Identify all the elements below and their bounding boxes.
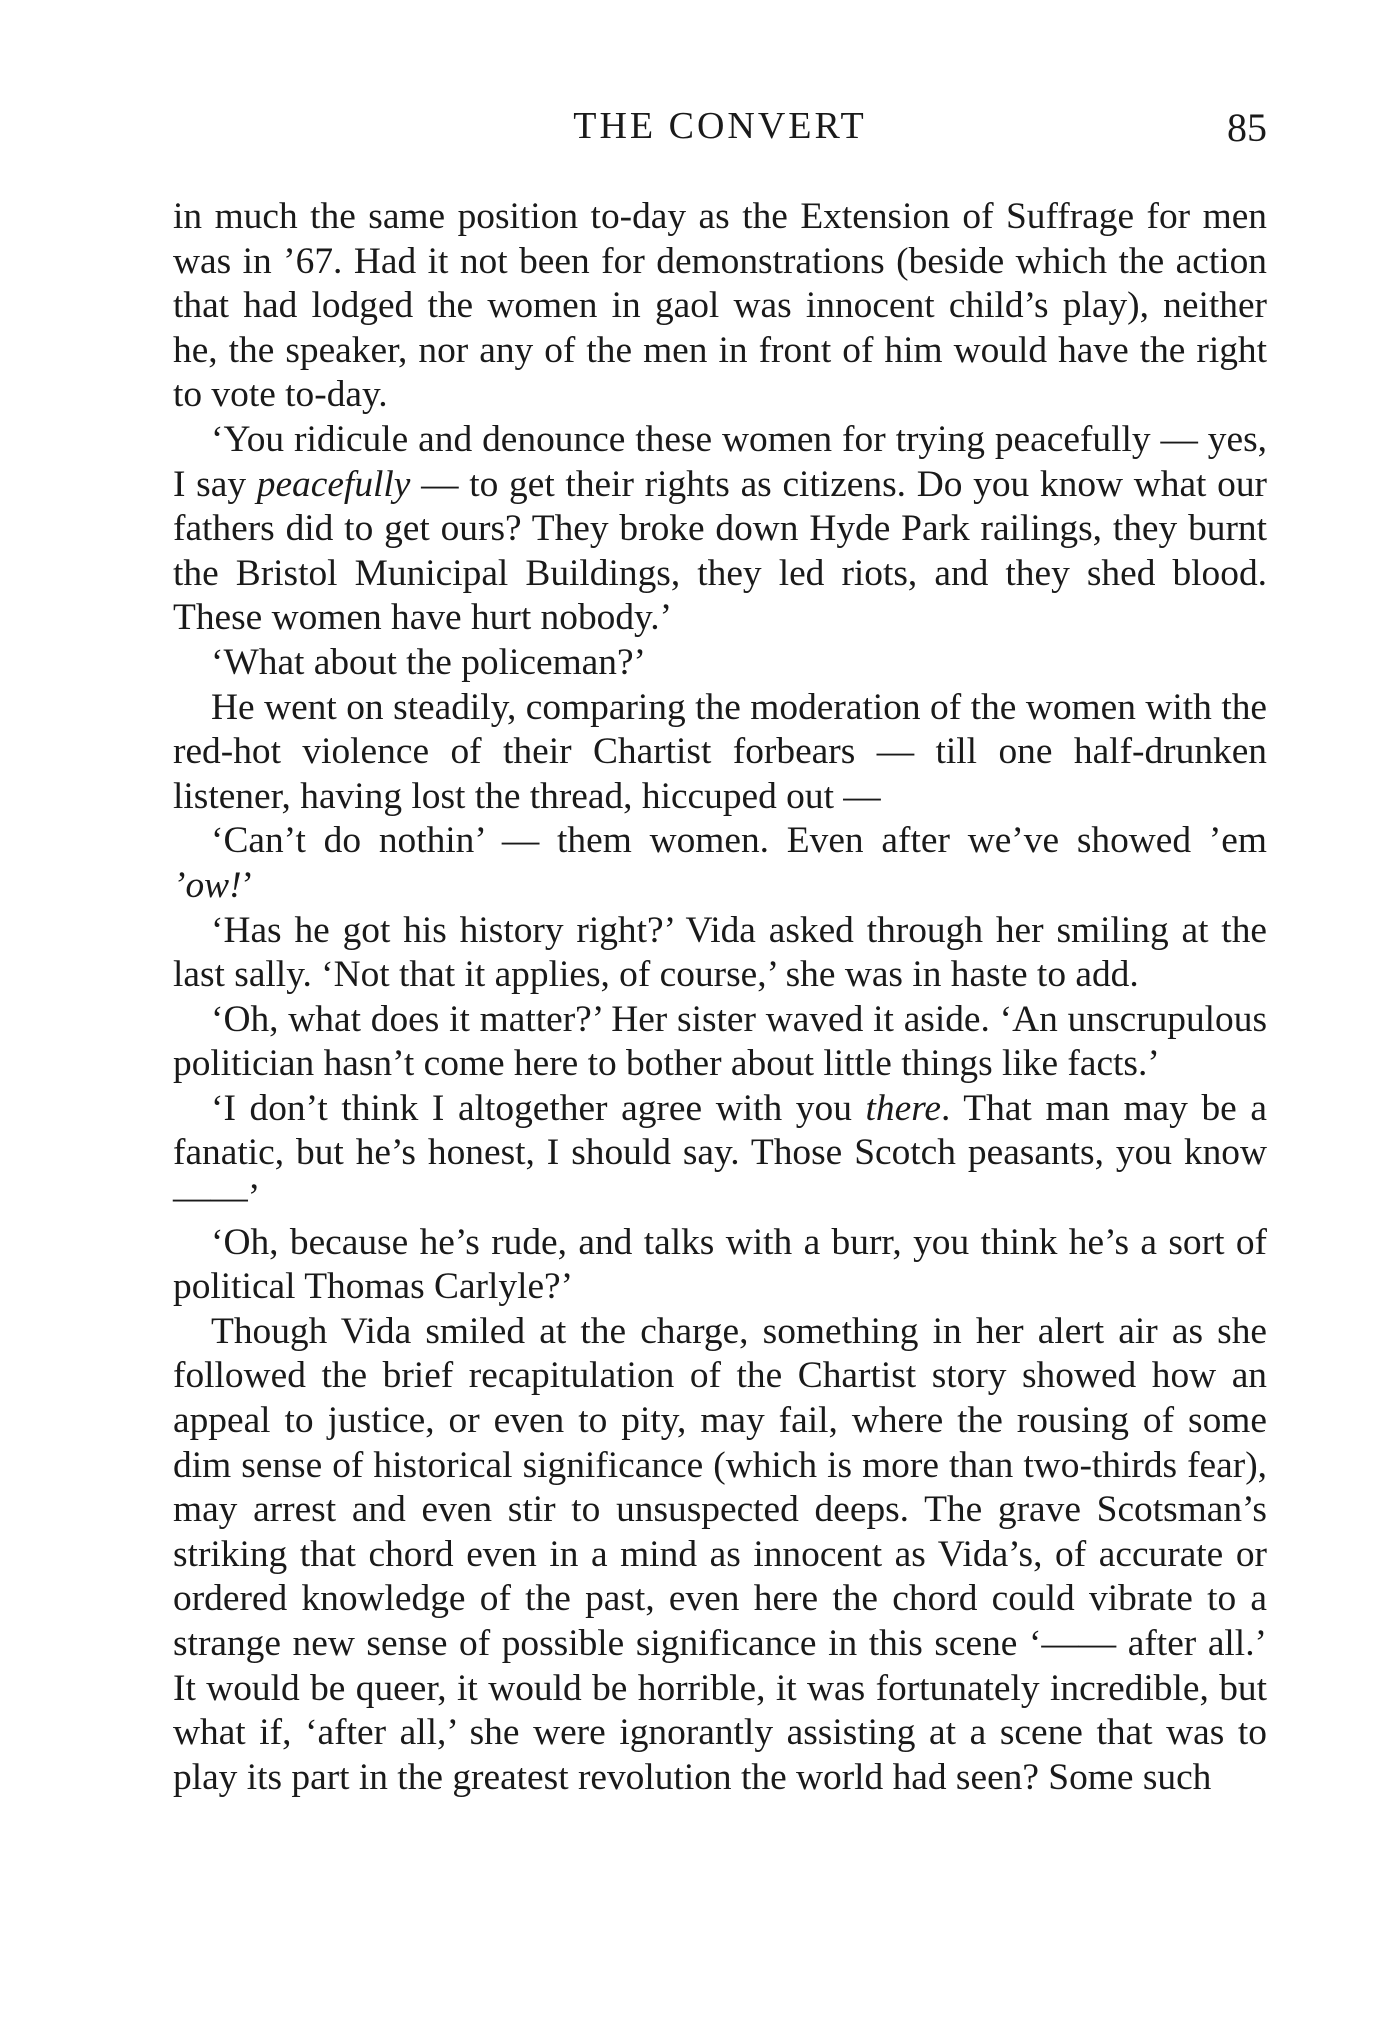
italic-emphasis: peacefully — [256, 463, 411, 505]
paragraph-text: ‘I don’t think I altogether agree with you — [211, 1087, 866, 1129]
paragraph-8 — [173, 1087, 1267, 1221]
paragraph-9 — [173, 1221, 1267, 1310]
paragraph-2 — [173, 418, 1267, 641]
paragraph-7 — [173, 998, 1267, 1087]
paragraph-10 — [173, 1310, 1267, 1801]
paragraph-text: . That man may be a fanatic, but he’s honest, I should say. Those Scotch peasants, you know ——’ — [173, 1087, 1267, 1219]
paragraph-text: in much the same position to-day as the Extension of Suffrage for men was in ’67. Had it not been for demonstrations (beside which the action that had lodged the women in gaol was innocent child’s play), neither he, the speaker, nor any of the men in front of him would have the right to vote to-day. — [173, 196, 1267, 416]
paragraph-text: ‘Has he got his history right?’ Vida asked through her smiling at the last sally. ‘Not that it applies, of course,’ she was in haste to add. — [173, 909, 1267, 996]
paragraph-text: — to get their rights as citizens. Do you know what our fathers did to get ours? They broke down Hyde Park railings, they burnt the Bristol Municipal Buildings, they led riots, and they shed blood. These women have hurt nobody.’ — [173, 463, 1267, 639]
page-number: 85 — [1227, 105, 1267, 150]
body-text — [173, 195, 1267, 1800]
running-title: THE CONVERT — [573, 105, 867, 147]
running-head — [173, 100, 1267, 160]
paragraph-4 — [173, 686, 1267, 820]
paragraph-text: Though Vida smiled at the charge, something in her alert air as she followed the brief recapitulation of the Chartist story showed how an appeal to justice, or even to pity, may fail, where the rousing of some dim sense of historical significance (which is more than two-thirds fear), may arrest and even stir to unsuspected deeps. The grave Scotsman’s striking that chord even in a mind as innocent as Vida’s, of accurate or ordered knowledge of the past, even here the chord could vibrate to a strange new sense of possible significance in this scene ‘—— after all.’ It would be queer, it would be horrible, it was fortunately incredible, but what if, ‘after all,’ she were ignorantly assisting at a scene that was to play its part in the greatest revolution the world had seen? Some such — [173, 1310, 1267, 1798]
paragraph-5 — [173, 819, 1267, 908]
paragraph-text: ‘Oh, because he’s rude, and talks with a burr, you think he’s a sort of political Thomas Carlyle?’ — [173, 1221, 1267, 1308]
paragraph-text: ‘Can’t do nothin’ — them women. Even after we’ve showed ’em — [211, 820, 1267, 862]
paragraph-text: ‘You ridicule and denounce these women for trying peacefully — yes, I say — [173, 418, 1267, 505]
paragraph-text: ‘Oh, what does it matter?’ Her sister waved it aside. ‘An unscrupulous politician hasn’t come here to bother about little things like facts.’ — [173, 998, 1267, 1085]
italic-emphasis: ’ow! — [173, 864, 242, 906]
italic-emphasis: there — [865, 1087, 941, 1129]
paragraph-text: ’ — [241, 864, 254, 906]
paragraph-text: He went on steadily, comparing the moderation of the women with the red-hot violence of their Chartist forbears — till one half-drunken listener, having lost the thread, hiccuped out — — [173, 686, 1267, 817]
paragraph-3 — [173, 641, 1267, 686]
paragraph-text: ‘What about the policeman?’ — [211, 641, 646, 683]
paragraph-1 — [173, 195, 1267, 418]
paragraph-6 — [173, 909, 1267, 998]
